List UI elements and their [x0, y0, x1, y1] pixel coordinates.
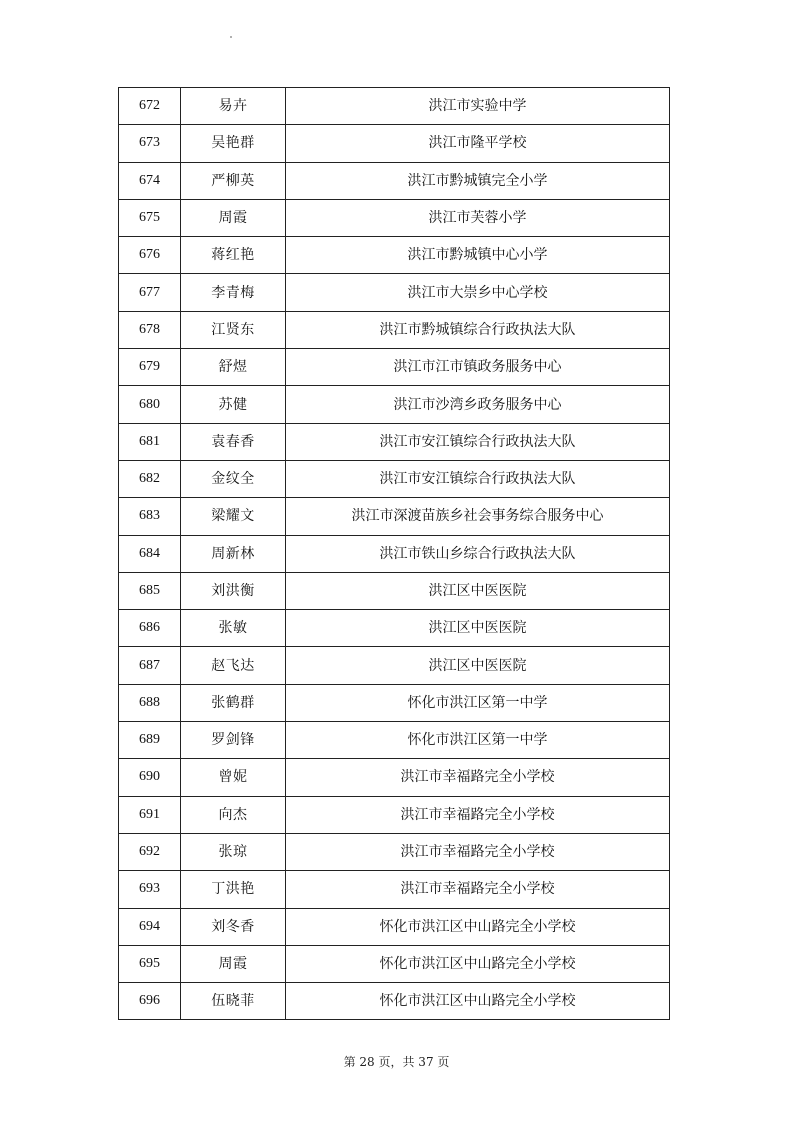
row-number: 679 [119, 349, 181, 386]
person-name: 金纹全 [181, 460, 286, 497]
table-row [119, 908, 670, 945]
row-number: 683 [119, 498, 181, 535]
person-name: 易卉 [181, 88, 286, 125]
work-unit: 洪江市幸福路完全小学校 [286, 833, 670, 870]
table-row [119, 498, 670, 535]
table-row [119, 945, 670, 982]
work-unit: 洪江市江市镇政务服务中心 [286, 349, 670, 386]
work-unit: 洪江市沙湾乡政务服务中心 [286, 386, 670, 423]
work-unit: 洪江区中医医院 [286, 610, 670, 647]
person-name: 罗剑锋 [181, 722, 286, 759]
work-unit: 洪江区中医医院 [286, 647, 670, 684]
table-row [119, 274, 670, 311]
work-unit: 怀化市洪江区中山路完全小学校 [286, 945, 670, 982]
table-row [119, 237, 670, 274]
row-number: 681 [119, 423, 181, 460]
row-number: 684 [119, 535, 181, 572]
row-number: 675 [119, 199, 181, 236]
table-row [119, 349, 670, 386]
table-row [119, 610, 670, 647]
table-row [119, 871, 670, 908]
table-row [119, 535, 670, 572]
person-name: 张琼 [181, 833, 286, 870]
row-number: 694 [119, 908, 181, 945]
work-unit: 洪江市幸福路完全小学校 [286, 759, 670, 796]
table-row [119, 88, 670, 125]
table-row [119, 647, 670, 684]
work-unit: 洪江市黔城镇中心小学 [286, 237, 670, 274]
person-name: 吴艳群 [181, 125, 286, 162]
work-unit: 洪江市黔城镇综合行政执法大队 [286, 311, 670, 348]
work-unit: 洪江市芙蓉小学 [286, 199, 670, 236]
person-name: 梁耀文 [181, 498, 286, 535]
row-number: 676 [119, 237, 181, 274]
person-name: 苏健 [181, 386, 286, 423]
row-number: 672 [119, 88, 181, 125]
person-name: 李青梅 [181, 274, 286, 311]
work-unit: 洪江市深渡苗族乡社会事务综合服务中心 [286, 498, 670, 535]
person-name: 刘洪衡 [181, 572, 286, 609]
row-number: 674 [119, 162, 181, 199]
person-name: 袁春香 [181, 423, 286, 460]
work-unit: 洪江市幸福路完全小学校 [286, 871, 670, 908]
row-number: 695 [119, 945, 181, 982]
work-unit: 洪江市黔城镇完全小学 [286, 162, 670, 199]
work-unit: 洪江市大崇乡中心学校 [286, 274, 670, 311]
table-row [119, 983, 670, 1020]
row-number: 693 [119, 871, 181, 908]
person-name: 伍晓菲 [181, 983, 286, 1020]
work-unit: 洪江市实验中学 [286, 88, 670, 125]
person-name: 刘冬香 [181, 908, 286, 945]
table-row [119, 311, 670, 348]
row-number: 682 [119, 460, 181, 497]
table-row [119, 199, 670, 236]
work-unit: 怀化市洪江区第一中学 [286, 684, 670, 721]
row-number: 673 [119, 125, 181, 162]
row-number: 680 [119, 386, 181, 423]
person-name: 周霞 [181, 945, 286, 982]
roster-table [118, 87, 670, 1020]
person-name: 曾妮 [181, 759, 286, 796]
row-number: 687 [119, 647, 181, 684]
row-number: 677 [119, 274, 181, 311]
person-name: 舒煜 [181, 349, 286, 386]
table-row [119, 423, 670, 460]
table-row [119, 460, 670, 497]
work-unit: 洪江市铁山乡综合行政执法大队 [286, 535, 670, 572]
person-name: 蒋红艳 [181, 237, 286, 274]
row-number: 691 [119, 796, 181, 833]
row-number: 688 [119, 684, 181, 721]
row-number: 692 [119, 833, 181, 870]
person-name: 张鹤群 [181, 684, 286, 721]
work-unit: 怀化市洪江区中山路完全小学校 [286, 983, 670, 1020]
table-row [119, 125, 670, 162]
person-name: 赵飞达 [181, 647, 286, 684]
table-row [119, 759, 670, 796]
work-unit: 洪江市隆平学校 [286, 125, 670, 162]
table-row [119, 684, 670, 721]
table-row [119, 833, 670, 870]
table-row [119, 386, 670, 423]
person-name: 丁洪艳 [181, 871, 286, 908]
row-number: 696 [119, 983, 181, 1020]
table-row [119, 162, 670, 199]
row-number: 685 [119, 572, 181, 609]
work-unit: 洪江市安江镇综合行政执法大队 [286, 423, 670, 460]
person-name: 江贤东 [181, 311, 286, 348]
row-number: 686 [119, 610, 181, 647]
work-unit: 洪江市安江镇综合行政执法大队 [286, 460, 670, 497]
person-name: 周新林 [181, 535, 286, 572]
person-name: 周霞 [181, 199, 286, 236]
row-number: 689 [119, 722, 181, 759]
row-number: 678 [119, 311, 181, 348]
scan-speck [230, 36, 232, 38]
roster-table-body [119, 88, 670, 1020]
work-unit: 洪江市幸福路完全小学校 [286, 796, 670, 833]
person-name: 张敏 [181, 610, 286, 647]
table-row [119, 722, 670, 759]
work-unit: 怀化市洪江区中山路完全小学校 [286, 908, 670, 945]
table-row [119, 572, 670, 609]
person-name: 严柳英 [181, 162, 286, 199]
work-unit: 怀化市洪江区第一中学 [286, 722, 670, 759]
page-footer: 第 28 页，共 37 页 [343, 1055, 450, 1069]
table-row [119, 796, 670, 833]
work-unit: 洪江区中医医院 [286, 572, 670, 609]
row-number: 690 [119, 759, 181, 796]
person-name: 向杰 [181, 796, 286, 833]
